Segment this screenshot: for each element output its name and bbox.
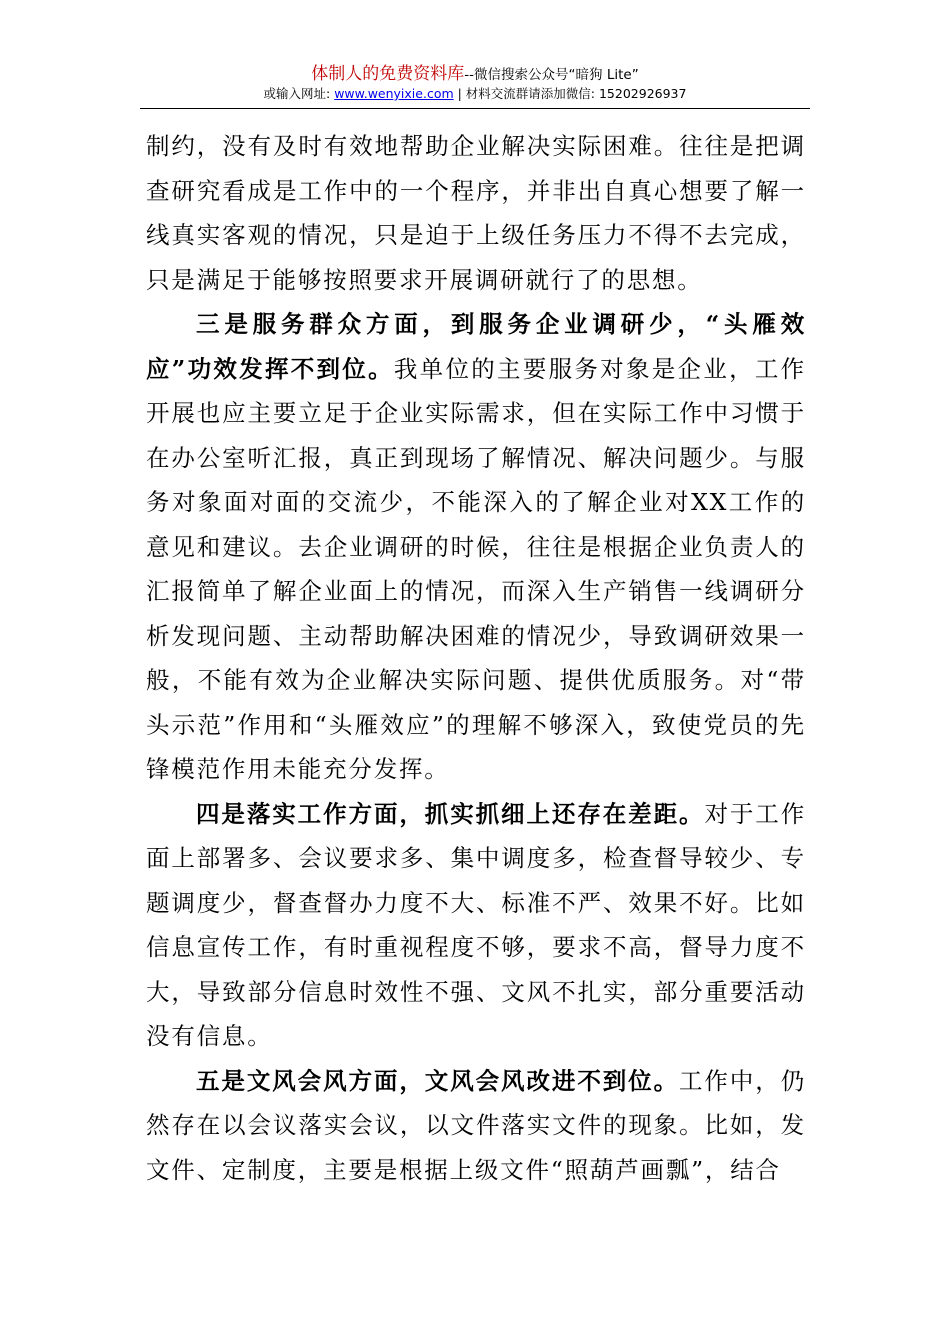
paragraph-implementation [146,792,806,1059]
paragraph-heading: 五是文风会风方面，文风会风改进不到位。 [196,1066,680,1095]
paragraph-writing-meeting-style [146,1059,806,1193]
paragraph-service-masses [146,302,806,792]
paragraph-text: 制约，没有及时有效地帮助企业解决实际困难。往往是把调查研究看成是工作中的一个程序，并非出自真心想要了解一线真实客观的情况，只是迫于上级任务压力不得不去完成，只是满足于能够按照要求开展调研就行了的思想。 [146,132,806,294]
header-url-prefix: 或输入网址: [263,86,335,101]
header-contact-line [140,85,810,103]
paragraph-text: 我单位的主要服务对象是企业，工作开展也应主要立足于企业实际需求，但在实际工作中习惯于在办公室听汇报，真正到现场了解情况、解决问题少。与服务对象面对面的交流少，不能深入的了解企业对XX工作的意见和建议。去企业调研的时候，往往是根据企业负责人的汇报简单了解企业面上的情况，而深入生产销售一线调研分析发现问题、主动帮助解决困难的情况少，导致调研效果一般，不能有效为企业解决实际问题、提供优质服务。对“带头示范”作用和“头雁效应”的理解不够深入，致使党员的先锋模范作用未能充分发挥。 [146,354,806,783]
header-title-line [140,64,810,85]
paragraph-heading: 三是服务群众方面，到服务企业调研少，“头雁效应”功效发挥不到位。 [146,310,806,383]
paragraph-heading: 四是落实工作方面，抓实抓细上还存在差距。 [196,799,705,828]
header-url-link[interactable]: www.wenyixie.com [334,86,454,101]
page-header [140,64,810,103]
header-brand: 体制人的免费资料库 [311,64,465,84]
paragraph-text: 工作中，仍然存在以会议落实会议，以文件落实文件的现象。比如，发文件、定制度，主要是根据上级文件“照葫芦画瓢”，结合 [146,1066,807,1184]
paragraph-text: 对于工作面上部署多、会议要求多、集中调度多，检查督导较少、专题调度少，督查督办力度不大、标准不严、效果不好。比如信息宣传工作，有时重视程度不够，要求不高，督导力度不大，导致部分信息时效性不强、文风不扎实，部分重要活动没有信息。 [146,799,807,1050]
document-body [146,124,806,1192]
header-divider [140,108,810,109]
paragraph-continuation [146,124,806,302]
header-contact-suffix: | 材料交流群请添加微信: 15202926937 [453,86,687,101]
header-tagline: --微信搜索公众号“暗狗 Lite” [464,67,639,83]
